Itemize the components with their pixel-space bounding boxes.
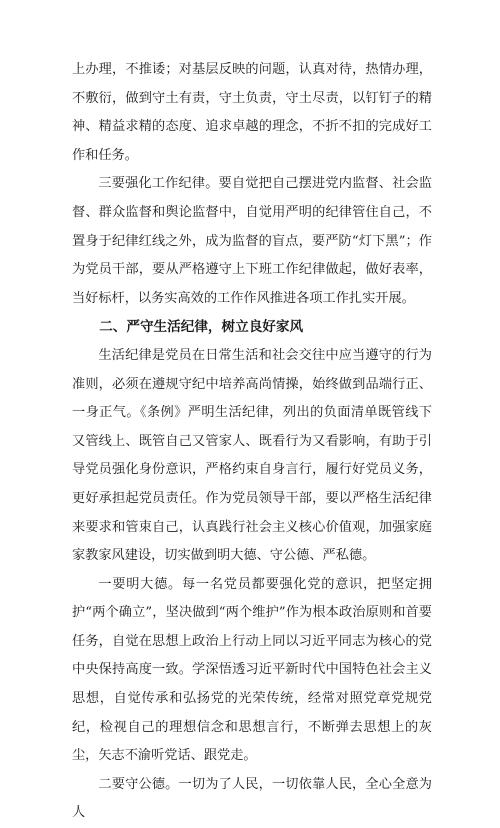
section-heading-life-discipline: 二、严守生活纪律，树立良好家风 xyxy=(99,319,304,336)
paragraph-great-virtue: 一要明大德。每一名党员都要强化党的意识，把坚定拥护“两个确立”，坚决做到“两个维护”作为根本政治原则和首要任务，自觉在思想上政治上行动上同以习近平同志为核心的党中央保持高度一致。学深悟透习近平新时代中国特色社会主义思想，自觉传承和弘扬党的光荣传统，经常对照党章党规党纪，检视自己的理想信念和思想言行，不断弹去思想上的灰尘，矢志不渝听党话、跟党走。 xyxy=(72,576,432,764)
paragraph-life-discipline-intro: 生活纪律是党员在日常生活和社会交往中应当遵守的行为准则，必须在遵规守纪中培养高尚情操，始终做到品端行正、一身正气。《条例》严明生活纪律，列出的负面清单既管线下又管线上、既管自己又管家人、既看行为又看影响，有助于引导党员强化身份意识，严格约束自身言行，履行好党员义务，更好承担起党员责任。作为党员领导干部，要以严格生活纪律来要求和管束自己，认真践行社会主义核心价值观，加强家庭家教家风建设，切实做到明大德、守公德、严私德。 xyxy=(72,347,432,564)
paragraph-public-virtue: 二要守公德。一切为了人民，一切依靠人民，全心全意为人 xyxy=(72,776,432,821)
paragraph-work-discipline: 三要强化工作纪律。要自觉把自己摆进党内监督、社会监督、群众监督和舆论监督中，自觉用严明的纪律管住自己，不置身于纪律红线之外，成为监督的盲点，要严防“灯下黑”；作为党员干部，要从严格遵守上下班工作纪律做起，做好表率，当好标杆，以务实高效的工作作风推进各项工作扎实开展。 xyxy=(72,176,432,306)
paragraph-continuation: 上办理，不推诿；对基层反映的问题，认真对待，热情办理，不敷衍，做到守土有责，守土负责，守土尽责，以钉钉子的精神、精益求精的态度、追求卓越的理念，不折不扣的完成好工作和任务。 xyxy=(72,62,432,163)
document-page xyxy=(72,56,432,828)
